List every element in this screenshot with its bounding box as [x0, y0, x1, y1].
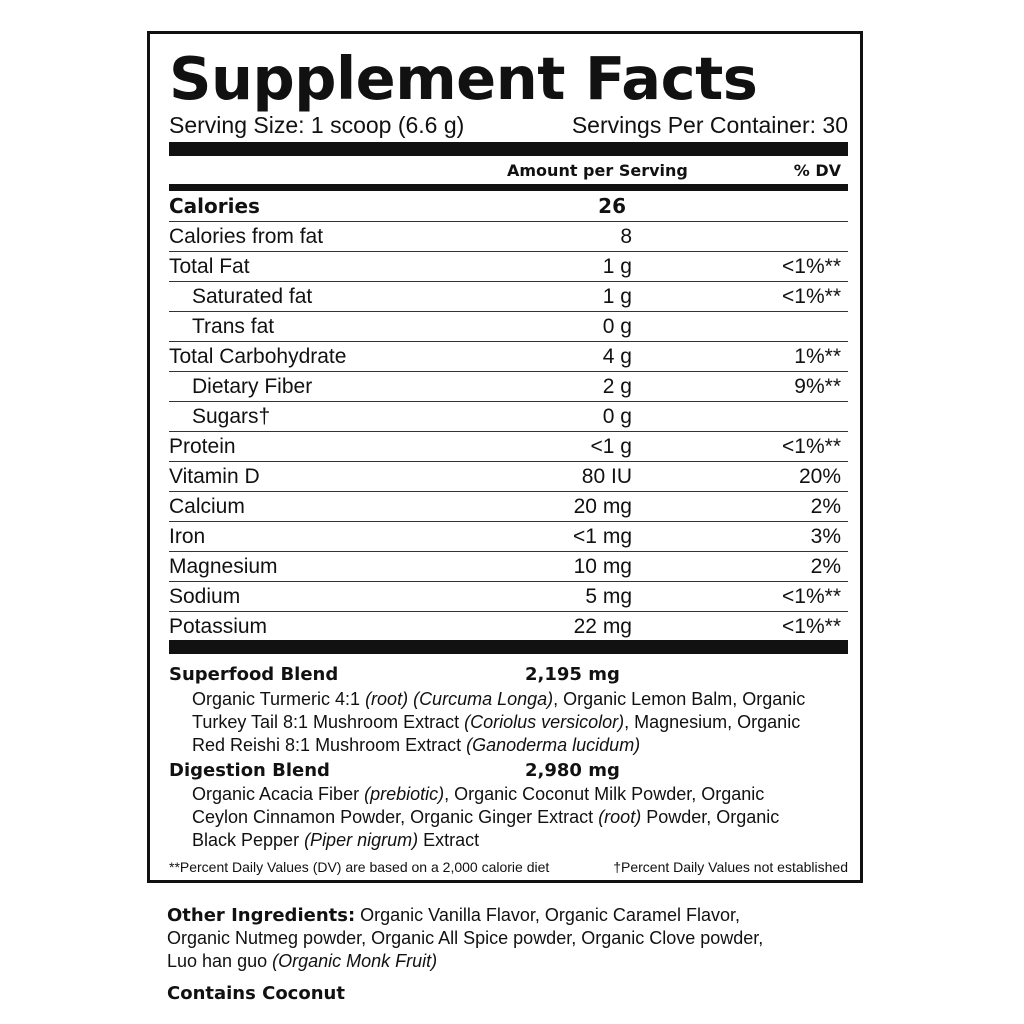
nutrient-row-total-fat — [169, 252, 848, 282]
contains-label: Contains Coconut — [167, 983, 345, 1004]
superfood-blend-header — [169, 662, 848, 688]
superfood-blend-ingredients — [192, 688, 852, 757]
panel-title: Supplement Facts — [169, 44, 758, 113]
nutrient-row-iron — [169, 522, 848, 552]
blend-name: Superfood Blend — [169, 664, 339, 685]
other-ingredients-line: Organic Nutmeg powder, Organic All Spice powder, Organic Clove powder, — [167, 928, 764, 948]
ingredient-line: Organic Acacia Fiber (prebiotic), Organic Coconut Milk Powder, Organic — [192, 784, 765, 804]
nutrient-dv: 3% — [810, 525, 841, 548]
nutrient-dv: 2% — [810, 555, 841, 578]
nutrient-name: Dietary Fiber — [192, 375, 313, 398]
allergen-statement — [167, 982, 867, 1005]
nutrient-amount: 20 mg — [573, 495, 632, 518]
blend-amount: 2,980 mg — [525, 760, 620, 781]
nutrient-row-magnesium — [169, 552, 848, 582]
nutrient-row-calcium — [169, 492, 848, 522]
nutrient-dv: 2% — [810, 495, 841, 518]
blend-amount: 2,195 mg — [525, 664, 620, 685]
nutrient-amount: <1 mg — [573, 525, 632, 548]
footnote-not-established: †Percent Daily Values not established — [613, 859, 848, 875]
header-divider — [169, 184, 848, 191]
ingredient-line: Organic Turmeric 4:1 (root) (Curcuma Longa), Organic Lemon Balm, Organic — [192, 689, 806, 709]
nutrient-dv: <1%** — [782, 255, 841, 278]
nutrient-name: Sodium — [169, 585, 241, 608]
nutrient-name: Iron — [169, 525, 206, 548]
nutrient-row-calories-from-fat — [169, 222, 848, 252]
thick-divider-bottom — [169, 640, 848, 654]
nutrient-amount: 5 mg — [585, 585, 632, 608]
nutrient-name: Trans fat — [192, 315, 275, 338]
nutrient-row-vitamin-d — [169, 462, 848, 492]
nutrient-dv: 20% — [798, 465, 841, 488]
nutrient-amount: 0 g — [602, 315, 632, 338]
nutrient-dv: <1%** — [782, 615, 841, 638]
nutrient-row-potassium — [169, 612, 848, 641]
blend-name: Digestion Blend — [169, 760, 330, 781]
nutrient-amount: 22 mg — [573, 615, 632, 638]
other-ingredients-line: Other Ingredients: Organic Vanilla Flavor, Organic Caramel Flavor, — [167, 905, 740, 926]
nutrient-amount: 8 — [620, 225, 632, 248]
footnotes — [169, 858, 848, 876]
nutrient-name: Protein — [169, 435, 236, 458]
ingredient-line: Black Pepper (Piper nigrum) Extract — [192, 830, 480, 850]
nutrient-amount: 80 IU — [581, 465, 632, 488]
digestion-blend-header — [169, 758, 848, 784]
nutrient-amount: <1 g — [590, 435, 632, 458]
digestion-blend-ingredients — [192, 783, 852, 852]
nutrient-amount: 26 — [598, 194, 626, 218]
thick-divider-top — [169, 142, 848, 156]
nutrient-dv: <1%** — [782, 435, 841, 458]
other-ingredients-label: Other Ingredients: — [167, 905, 356, 926]
nutrient-row-total-carbohydrate — [169, 342, 848, 372]
nutrient-dv: 9%** — [794, 375, 841, 398]
nutrient-name: Total Carbohydrate — [169, 345, 347, 368]
nutrient-row-protein — [169, 432, 848, 462]
nutrient-name: Saturated fat — [192, 285, 313, 308]
nutrient-name: Sugars† — [192, 405, 271, 428]
nutrient-table — [169, 192, 848, 641]
nutrient-dv: 1%** — [794, 345, 841, 368]
nutrient-name: Calcium — [169, 495, 245, 518]
nutrient-row-sodium — [169, 582, 848, 612]
nutrient-row-saturated-fat — [169, 282, 848, 312]
nutrient-name: Calories from fat — [169, 225, 324, 248]
nutrient-name: Potassium — [169, 615, 268, 638]
servings-per-container: Servings Per Container: 30 — [571, 112, 848, 138]
column-header — [169, 158, 848, 184]
amount-column-header: Amount per Serving — [507, 161, 688, 180]
nutrient-amount: 10 mg — [573, 555, 632, 578]
nutrient-amount: 1 g — [602, 255, 632, 278]
nutrient-amount: 0 g — [602, 405, 632, 428]
nutrient-dv: <1%** — [782, 585, 841, 608]
nutrient-amount: 4 g — [602, 345, 632, 368]
ingredient-line: Turkey Tail 8:1 Mushroom Extract (Coriolus versicolor), Magnesium, Organic — [192, 712, 801, 732]
nutrient-amount: 1 g — [602, 285, 632, 308]
nutrient-name: Total Fat — [169, 255, 250, 278]
nutrient-name: Calories — [169, 194, 260, 218]
nutrient-row-sugars — [169, 402, 848, 432]
supplement-facts-panel — [147, 31, 863, 883]
serving-info — [169, 110, 848, 140]
nutrient-row-calories — [169, 192, 848, 222]
nutrient-amount: 2 g — [602, 375, 632, 398]
footnote-dv: **Percent Daily Values (DV) are based on a 2,000 calorie diet — [169, 859, 550, 875]
nutrient-row-trans-fat — [169, 312, 848, 342]
nutrient-row-dietary-fiber — [169, 372, 848, 402]
other-ingredients-line: Luo han guo (Organic Monk Fruit) — [167, 951, 438, 971]
nutrient-name: Magnesium — [169, 555, 278, 578]
ingredient-line: Ceylon Cinnamon Powder, Organic Ginger Extract (root) Powder, Organic — [192, 807, 780, 827]
serving-size: Serving Size: 1 scoop (6.6 g) — [169, 112, 465, 138]
other-ingredients — [167, 904, 867, 973]
ingredient-line: Red Reishi 8:1 Mushroom Extract (Ganoderma lucidum) — [192, 735, 641, 755]
nutrient-name: Vitamin D — [169, 465, 260, 488]
dv-column-header: % DV — [793, 161, 841, 180]
nutrient-dv: <1%** — [782, 285, 841, 308]
